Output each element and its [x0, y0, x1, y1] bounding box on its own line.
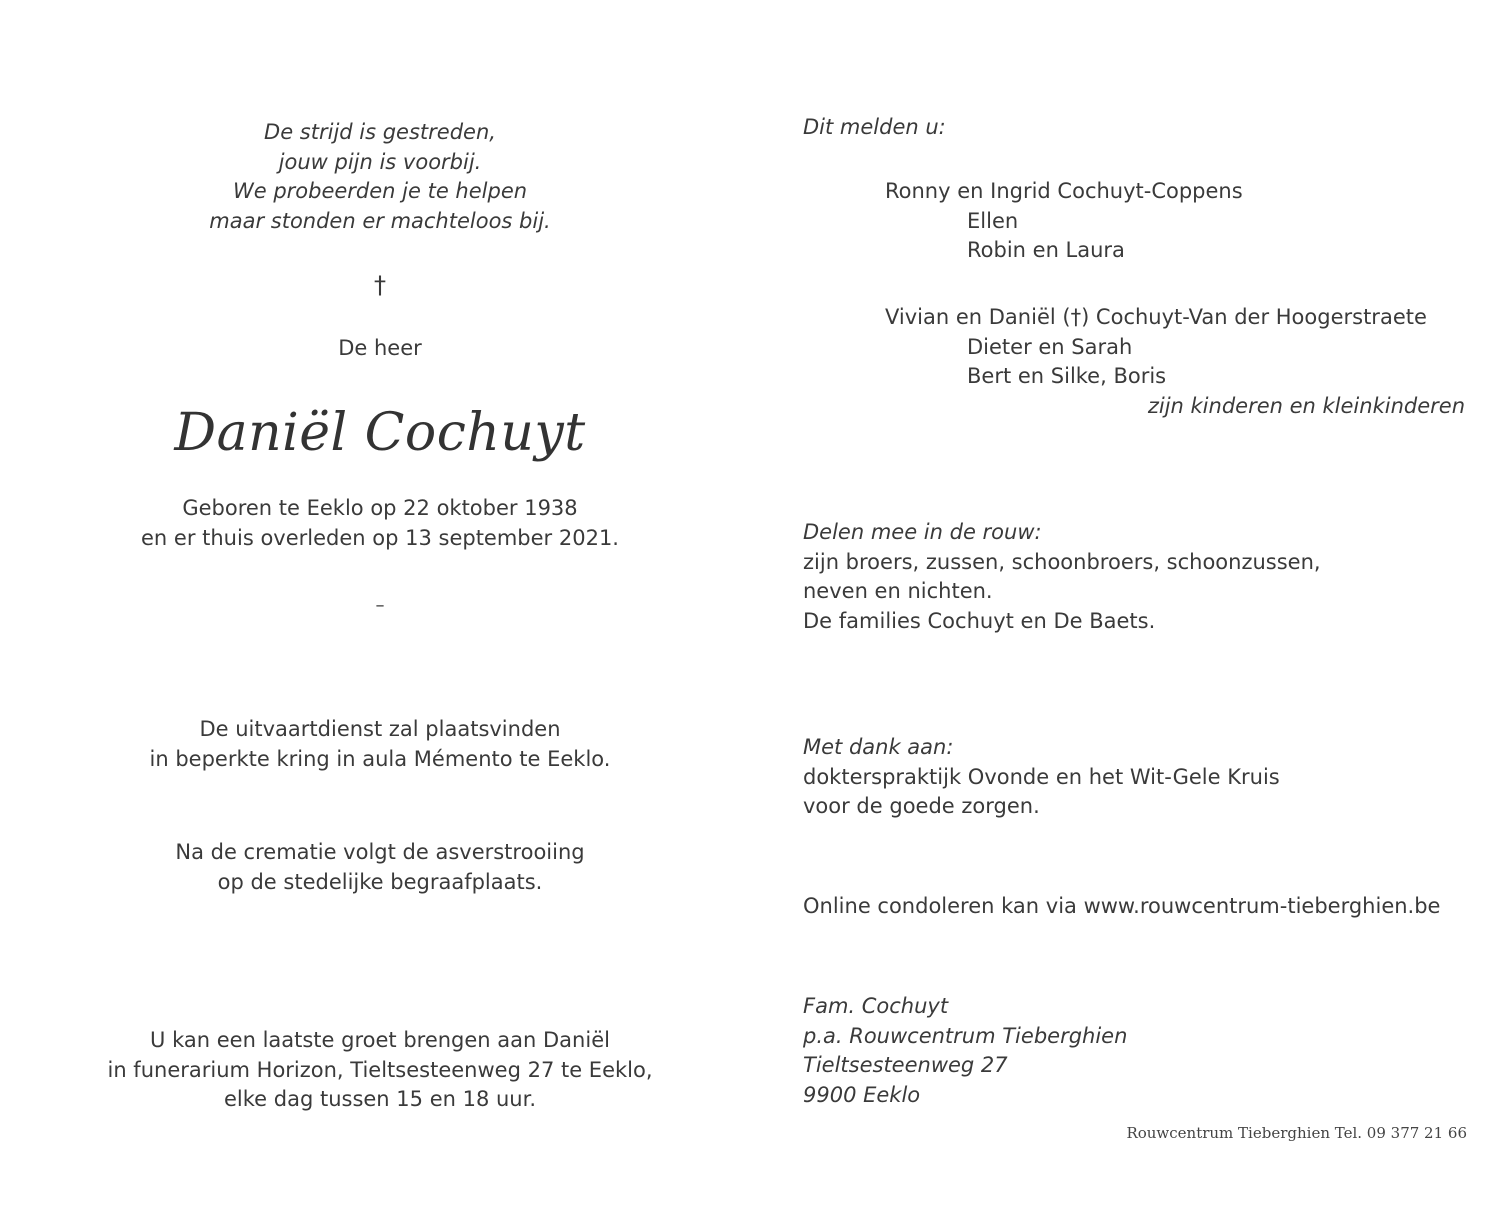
family-2 [803, 303, 1483, 421]
family-child: Bert en Silke, Boris [967, 364, 1167, 388]
cremation-line: Na de crematie volgt de asverstrooiing [175, 840, 585, 864]
visit-info [60, 1026, 700, 1115]
death-line: en er thuis overleden op 13 september 2021. [141, 525, 619, 550]
funeral-info [60, 715, 700, 774]
online-text: Online condoleren kan via www.rouwcentrum-tieberghien.be [803, 894, 1441, 918]
relation-text: zijn kinderen en kleinkinderen [1147, 393, 1465, 418]
address-block [803, 992, 1483, 1110]
right-page [803, 0, 1483, 1214]
address-line: Tieltsesteenweg 27 [803, 1053, 1008, 1077]
address-line: 9900 Eeklo [803, 1082, 921, 1107]
salutation [60, 334, 700, 364]
poem [60, 118, 700, 236]
visit-line: elke dag tussen 15 en 18 uur. [224, 1087, 536, 1111]
deceased-name: Daniël Cochuyt [174, 403, 586, 463]
thanks-line: voor de goede zorgen. [803, 794, 1040, 818]
share-line: De families Cochuyt en De Baets. [803, 608, 1156, 633]
funeral-line: De uitvaartdienst zal plaatsvinden [199, 717, 561, 741]
family-child: Dieter en Sarah [967, 334, 1133, 359]
poem-line: De strijd is gestreden, [264, 120, 496, 144]
footer-credit: Rouwcentrum Tieberghien Tel. 09 377 21 66 [1126, 1124, 1467, 1142]
poem-line: jouw pijn is voorbij. [278, 149, 482, 174]
share-line: zijn broers, zussen, schoonbroers, schoonzussen, [803, 549, 1321, 574]
birth-death [60, 494, 700, 553]
left-page [60, 0, 700, 1214]
address-line: p.a. Rouwcentrum Tieberghien [803, 1023, 1128, 1048]
address-line: Fam. Cochuyt [803, 994, 949, 1018]
family-1 [803, 177, 1483, 266]
online-condolence [803, 892, 1483, 922]
separator: – [375, 595, 385, 616]
intro-text: Dit melden u: [803, 115, 946, 139]
share-line: neven en nichten. [803, 579, 993, 603]
share-section [803, 518, 1483, 636]
share-title: Delen mee in de rouw: [803, 520, 1042, 544]
family-parents: Vivian en Daniël (†) Cochuyt-Van der Hoogerstraete [885, 305, 1427, 329]
poem-line: maar stonden er machteloos bij. [209, 208, 551, 233]
family-child: Robin en Laura [967, 238, 1125, 262]
salutation-text: De heer [338, 336, 422, 360]
visit-line: in funerarium Horizon, Tieltsesteenweg 27 te Eeklo, [107, 1057, 653, 1082]
visit-line: U kan een laatste groet brengen aan Daniël [150, 1028, 610, 1052]
intro [803, 113, 1483, 143]
cremation-info [60, 838, 700, 897]
family-parents: Ronny en Ingrid Cochuyt-Coppens [885, 179, 1243, 203]
funeral-line: in beperkte kring in aula Mémento te Eeklo. [149, 746, 611, 771]
thanks-title: Met dank aan: [803, 735, 954, 759]
cremation-line: op de stedelijke begraafplaats. [217, 869, 543, 894]
thanks-line: dokterspraktijk Ovonde en het Wit-Gele Kruis [803, 764, 1280, 789]
thanks-section [803, 733, 1483, 822]
birth-line: Geboren te Eeklo op 22 oktober 1938 [182, 496, 578, 520]
poem-line: We probeerden je te helpen [232, 179, 528, 203]
family-child: Ellen [967, 208, 1019, 233]
cross-icon: † [374, 271, 386, 299]
